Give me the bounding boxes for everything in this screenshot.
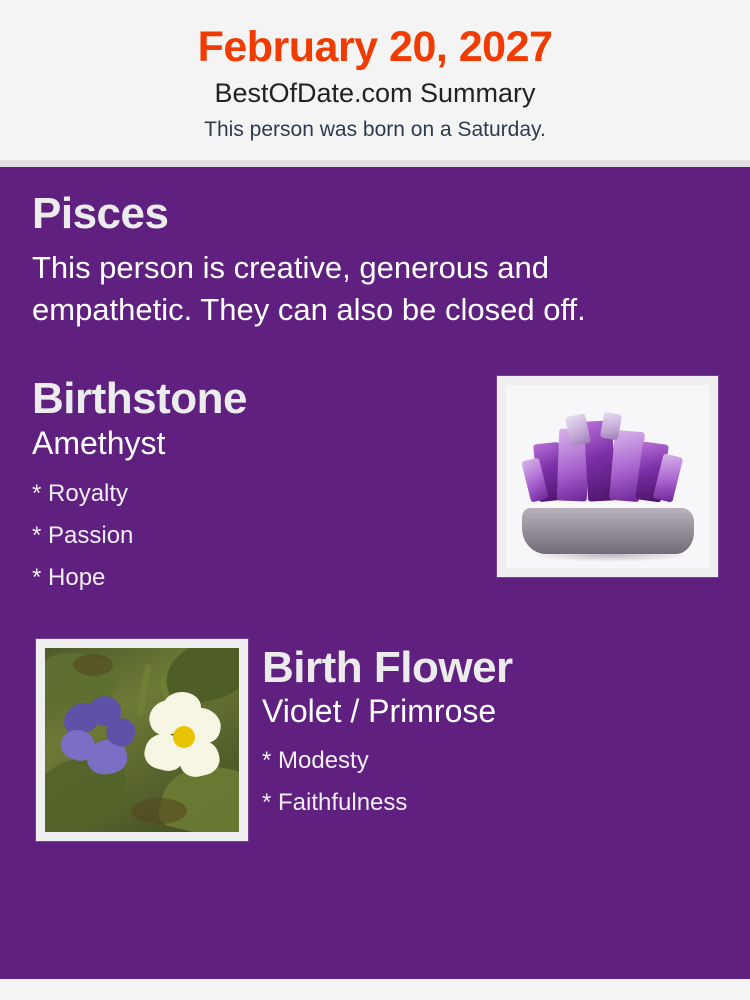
birthstone-heading: Birthstone (32, 374, 247, 424)
birth-flower-image-frame (36, 639, 248, 841)
list-item: * Faithfulness (262, 789, 408, 817)
birthstone-traits-list (32, 473, 472, 599)
violet-primrose-photo (45, 648, 239, 832)
list-item: * Hope (32, 563, 106, 591)
zodiac-section (32, 188, 718, 333)
site-summary-subtitle: BestOfDate.com Summary (214, 78, 536, 109)
birthstone-text (32, 376, 472, 599)
birth-flower-traits-list (262, 740, 718, 824)
birthstone-name: Amethyst (32, 425, 166, 462)
list-item: * Royalty (32, 479, 129, 507)
birth-flower-heading: Birth Flower (262, 642, 513, 692)
birthstone-section (32, 376, 718, 599)
birthstone-image-frame (497, 376, 718, 577)
birth-flower-text (262, 639, 718, 824)
amethyst-crystal-photo (506, 385, 709, 568)
header-divider (0, 160, 750, 167)
list-item: * Modesty (262, 747, 369, 775)
birth-flower-section (32, 639, 718, 849)
list-item: * Passion (32, 521, 134, 549)
zodiac-description: This person is creative, generous and empathetic. They can also be closed off. (32, 249, 586, 328)
details-panel (0, 167, 750, 979)
page-header (0, 0, 750, 160)
page-title: February 20, 2027 (197, 23, 553, 71)
born-day-text: This person was born on a Saturday. (204, 117, 546, 141)
zodiac-heading: Pisces (32, 188, 169, 238)
birth-flower-name: Violet / Primrose (262, 693, 497, 730)
